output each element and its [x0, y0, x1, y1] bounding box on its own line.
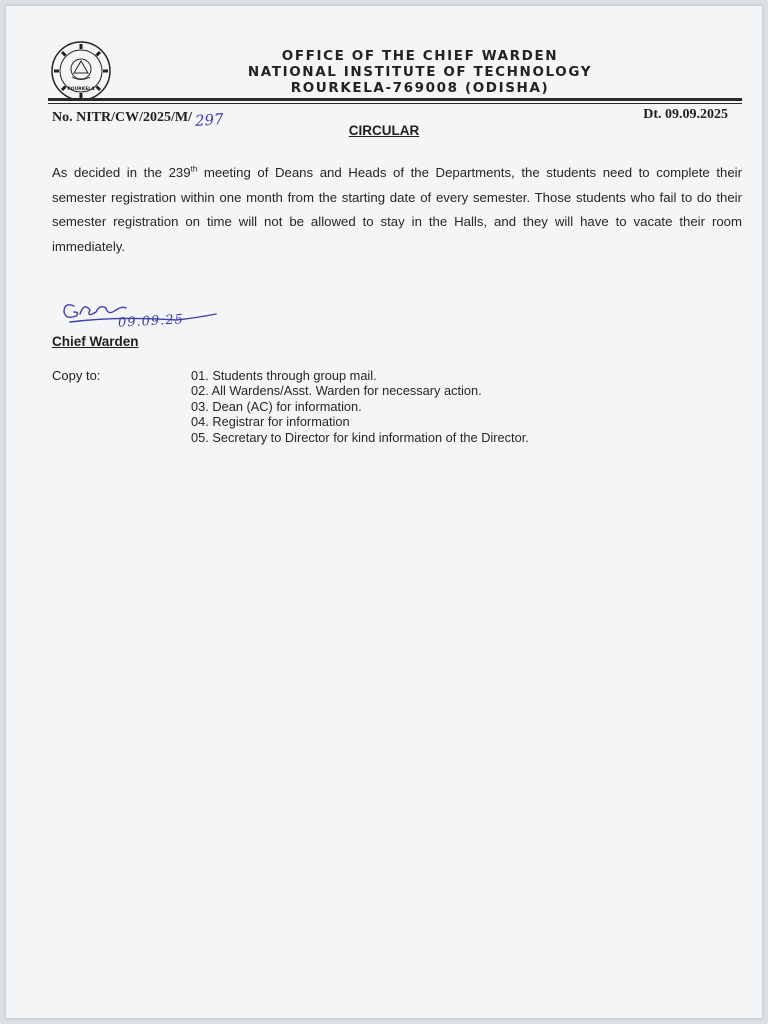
copy-item: 03. Dean (AC) for information. [191, 398, 362, 414]
body-part1: As decided in the 239 [52, 165, 191, 180]
copy-to-list [191, 368, 529, 445]
body-part2: meeting of Deans and Heads of the Departments, the students need to complete their semester registration within one month from the starting date of every semester. Those students who fail to do their semester registration on time will not be allowed to stay in the Halls, and they will have to vacate their room immediately. [52, 165, 743, 254]
institute-address: ROURKELA-769008 (ODISHA) [290, 80, 550, 96]
document-page [6, 6, 762, 1018]
reference-number-text: No. NITR/CW/2025/M/ [52, 110, 192, 125]
copy-item: 02. All Wardens/Asst. Warden for necessary action. [191, 383, 482, 399]
institute-name: NATIONAL INSTITUTE OF TECHNOLOGY [247, 64, 593, 80]
header-divider-thin [48, 103, 742, 104]
circular-body [52, 161, 742, 259]
handwritten-reference: 297 [194, 110, 225, 130]
signature-date: 09.09.25 [117, 312, 185, 331]
letterhead [160, 48, 680, 96]
office-name: OFFICE OF THE CHIEF WARDEN [281, 48, 559, 64]
copy-to-label: Copy to: [52, 368, 101, 383]
circular-date: Dt. 09.09.2025 [643, 107, 728, 122]
copy-item: 01. Students through group mail. [191, 368, 377, 383]
copy-item: 04. Registrar for information [191, 414, 350, 430]
nit-rourkela-logo [50, 40, 112, 102]
logo-text: ROURKELA [67, 87, 95, 92]
body-superscript: th [190, 164, 198, 174]
signatory-designation: Chief Warden [52, 334, 139, 349]
copy-item: 05. Secretary to Director for kind information of the Director. [191, 429, 529, 445]
header-divider-thick [48, 98, 742, 101]
circular-title: CIRCULAR [348, 123, 420, 138]
